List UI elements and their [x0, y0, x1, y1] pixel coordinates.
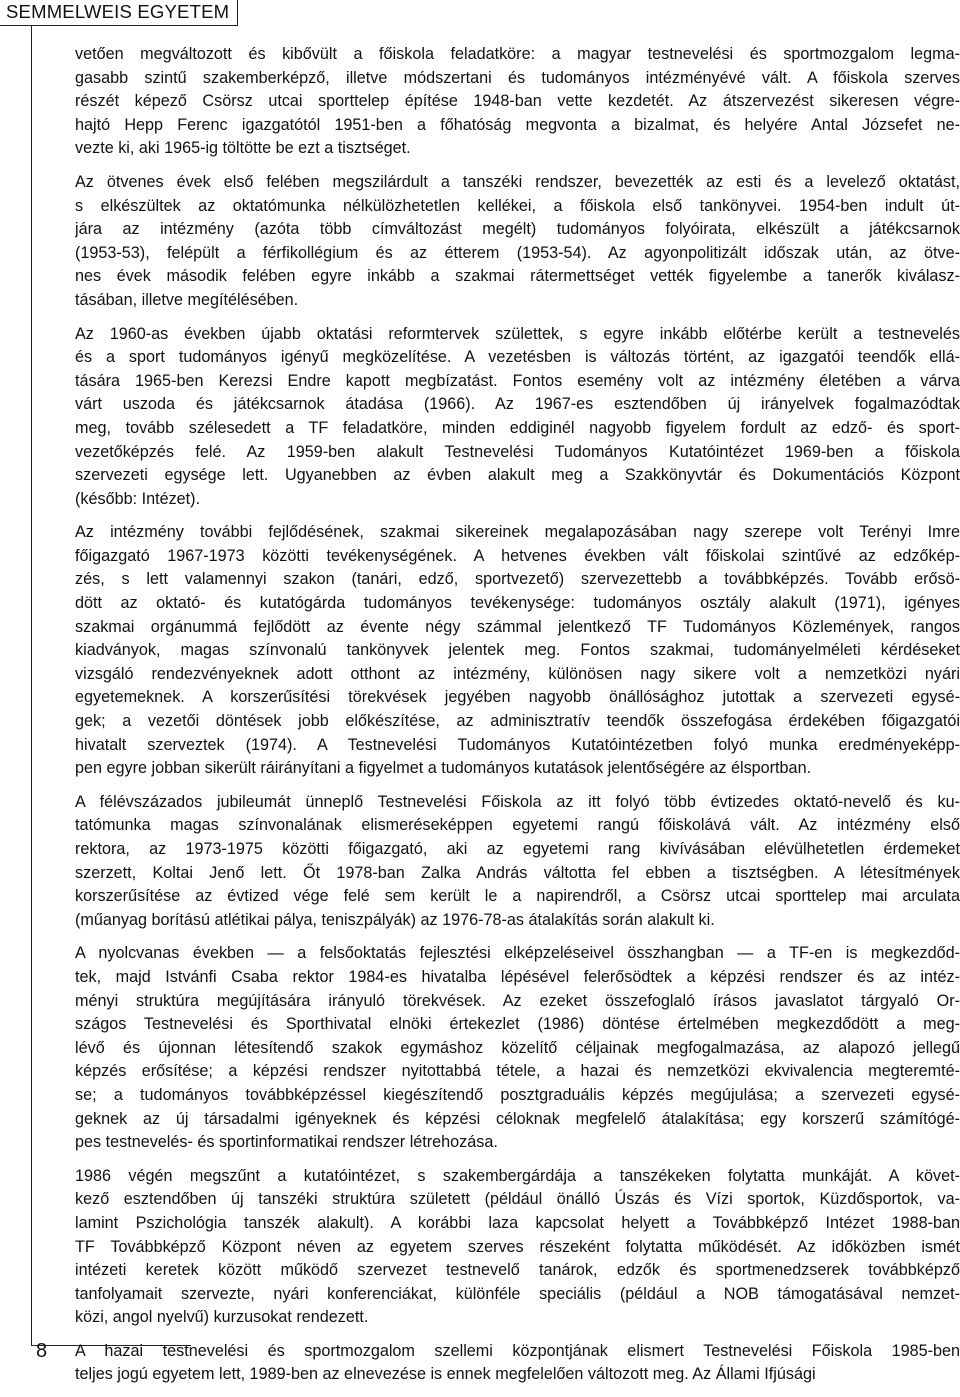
text-line: szerzett, Koltai Jenő lett. Őt 1978-ban Zalka András váltotta fel ebben a tisztségben. A létesítmények	[75, 863, 960, 882]
text-line: vizsgáló rendezvényeknek adott otthont az intézmény, különösen nagy sikere volt a nemzetközi nyári	[75, 664, 960, 683]
text-line: Az ötvenes évek első felében megszilárdult a tanszéki rendszer, bevezették az esti és a levelező oktatást,	[75, 172, 960, 191]
text-line: intézeti keretek között működő szervezet testnevelő tanárok, edzők és sportmenedzserek továbbképző	[75, 1261, 960, 1280]
text-line: hivatalt szerveztek (1974). A Testnevelési Tudományos Kutatóintézetben folyó munka eredményeképp-	[75, 735, 960, 754]
body-text	[75, 43, 960, 1397]
text-line: pen egyre jobban sikerült ráirányítani a figyelmet a tudományos kutatások jelentőségére az élsportban.	[75, 759, 812, 778]
text-line: közi, angol nyelvű) kurzusokat rendezett.	[75, 1308, 369, 1327]
text-line: tására 1965-ben Kerezsi Endre kapott megbízatást. Fontos esemény volt az intézmény életében a várva	[75, 371, 960, 390]
text-line: várt uszoda és játékcsarnok átadása (1966). Az 1967-es esztendőben új irányelvek fogalmazódtak	[75, 395, 960, 414]
text-line: kező esztendőben új tanszéki struktúra született (például önálló Úszás és Vízi sportok, Küzdősportok, va-	[75, 1190, 960, 1209]
text-line: (1953-53), felépült a férfikollégium és az étterem (1953-54). Az agyonpolitizált időszak után, az ötve-	[75, 243, 960, 262]
paragraph	[75, 171, 960, 313]
left-margin-rule	[31, 26, 32, 1346]
text-line: jára az intézmény (azóta több címváltozást megélt) tudományos folyóirata, elkészült a játékcsarnok	[75, 220, 960, 239]
text-line: lévő és újonnan létesítendő szakok egymáshoz közelítő céljainak megfogalmazása, az alapozó jellegű	[75, 1038, 960, 1057]
paragraph	[75, 1340, 960, 1387]
text-line: szágos Testnevelési és Sporthivatal elnöki értekezlet (1986) döntése értelmében megkezdődött a meg-	[75, 1015, 960, 1034]
text-line: pes testnevelés- és sportinformatikai rendszer létrehozása.	[75, 1133, 498, 1152]
text-line: zés, s lett valamennyi szakon (tanári, edző, sportvezető) szervezettebb a továbbképzés. Tovább erősö-	[75, 570, 960, 589]
text-line: s elkészültek az oktatómunka nélkülözhetetlen kellékei, a főiskola első tankönyvei. 1954-ben indult út-	[75, 196, 960, 215]
text-line: nes évek második felében egyre inkább a szakmai rátermettséget vették figyelembe a tanerők kiválasz-	[75, 267, 960, 286]
text-line: (később: Intézet).	[75, 489, 201, 508]
text-line: Az 1960-as években újabb oktatási reformtervek születtek, s egyre inkább előtérbe került a testnevelés	[75, 324, 960, 343]
paragraph	[75, 942, 960, 1154]
text-line: A hazai testnevelési és sportmozgalom szellemi központjának elismert Testnevelési Főiskola 1985-ben	[75, 1341, 960, 1360]
text-line: szakmai orgánummá fejlődött az évente négy számmal jelentkező TF Tudományos Közlemények, rangos	[75, 617, 960, 636]
text-line: tanfolyamait szervezte, nyári konferenciákat, különféle speciális (például a NOB támogatásával nemzet-	[75, 1284, 960, 1303]
text-line: 1986 végén megszűnt a kutatóintézet, s szakembergárdája a tanszékeken folytatta munkáját. A követ-	[75, 1166, 960, 1185]
text-line: (műanyag borítású atlétikai pálya, teniszpályák) az 1976-78-as átalakítás során alakult ki.	[75, 910, 715, 929]
text-line: tek, majd Istvánfi Csaba rektor 1984-es hivatalba lépésével felerősödtek a képzési rendszer és az intéz-	[75, 967, 960, 986]
text-line: geknek az új társadalmi igényeknek és képzési céloknak megfelelő átalakítása; egy korszerű számítógé-	[75, 1109, 960, 1128]
text-line: tásában, illetve megítélésében.	[75, 290, 299, 309]
text-line: és a sport tudományos igényű megközelítése. A vezetésben is változás történt, az igazgatói teendők ellá-	[75, 348, 960, 367]
paragraph	[75, 323, 960, 512]
paragraph	[75, 791, 960, 933]
text-line: A félévszázados jubileumát ünneplő Testnevelési Főiskola az itt folyó több évtizedes oktató-nevelő és ku-	[75, 792, 960, 811]
text-line: vezetőképzés felé. Az 1959-ben alakult Testnevelési Tudományos Kutatóintézet 1969-ben a főiskola	[75, 442, 960, 461]
text-line: tatómunka magas színvonalának elismeréseképpen egyetemi rangú főiskolává vált. Az intézmény első	[75, 816, 960, 835]
text-line: se; a tudományos továbbképzéssel kiegészítendő posztgraduális képzés megújulása; a szervezeti egysé-	[75, 1085, 960, 1104]
text-line: lamint Pszichológia tanszék alakult). A korábbi laza kapcsolat helyett a Továbbképző Intézet 1988-ban	[75, 1213, 960, 1232]
text-line: ményi struktúra megújítására irányuló törekvések. Az ezeket összefoglaló írásos javaslatot tárgyaló Or-	[75, 991, 960, 1010]
paragraph	[75, 1165, 960, 1330]
text-line: gek; a vezetői döntések jobb előkészítése, az adminisztratív teendők összefogása érdekében főigazgatói	[75, 712, 960, 731]
running-header-box	[0, 0, 238, 26]
paragraph	[75, 43, 960, 161]
running-header-title: SEMMELWEIS EGYETEM	[6, 1, 230, 22]
text-line: dött az oktató- és kutatógárda tudományos tevékenysége: tudományos osztály alakult (1971), igényes	[75, 594, 960, 613]
text-line: képzés erősítése; a képzési rendszer nyitottabbá tétele, a hazai és nemzetközi ekvivalencia megteremté-	[75, 1062, 960, 1081]
text-line: meg, tovább szélesedett a TF feladatköre, minden eddiginél nagyobb figyelem fordult az edző- és sport-	[75, 418, 960, 437]
text-line: rektora, az 1973-1975 közötti főigazgató, aki az egyetemi rang kivívásában elévülhetetlen érdemeket	[75, 840, 960, 858]
text-line: főigazgató 1967-1973 közötti tevékenységének. A hetvenes években vált főiskolai szintűvé az edzőkép-	[75, 546, 960, 565]
text-line: szervezeti egysége lett. Ugyanebben az évben alakult meg a Szakkönyvtár és Dokumentációs Központ	[75, 466, 960, 485]
text-line: teljes jogú egyetem lett, 1989-ben az elnevezése is ennek megfelelően változott meg. Az Állami Ifjúsági	[75, 1365, 816, 1384]
text-line: kiadványok, magas színvonalú tankönyvek jelentek meg. Fontos szakmai, tudományelméleti kérdéseket	[75, 641, 960, 660]
text-line: Az intézmény további fejlődésének, szakmai sikereinek megalapozásában nagy szerepe volt Terényi Imre	[75, 523, 960, 542]
text-line: gasabb szintű szakemberképző, illetve módszertani és tudományos intézményévé vált. A főiskola szerves	[75, 68, 960, 87]
text-line: korszerűsítése az évtized vége felé sem került le a napirendről, a Csörsz utcai sporttelep mai arculata	[75, 887, 960, 906]
text-line: vezte ki, aki 1965-ig töltötte be ezt a tisztséget.	[75, 139, 411, 158]
text-line: hajtó Hepp Ferenc igazgatótól 1951-ben a főhatóság megvonta a bizalmat, és helyére Antal Józsefet ne-	[75, 115, 960, 134]
text-line: TF Továbbképző Központ néven az egyetem szerves részeként folytatta működését. Az időközben ismét	[75, 1237, 960, 1256]
text-line: részét képező Csörsz utcai sporttelep építése 1948-ban vette kezdetét. Az átszervezést sikeresen végre-	[75, 92, 960, 111]
text-line: egyetemeknek. A korszerűsítési törekvések jegyében nagyobb önállósághoz jutottak a szervezeti egysé-	[75, 688, 960, 707]
text-line: A nyolcvanas években — a felsőoktatás fejlesztési elképzeléseivel összhangban — a TF-en is megkezdőd-	[75, 944, 960, 963]
text-line: vetően megváltozott és kibővült a főiskola feladatköre: a magyar testnevelési és sportmozgalom legma-	[75, 45, 960, 63]
page-number: 8	[36, 1340, 48, 1362]
paragraph	[75, 521, 960, 781]
